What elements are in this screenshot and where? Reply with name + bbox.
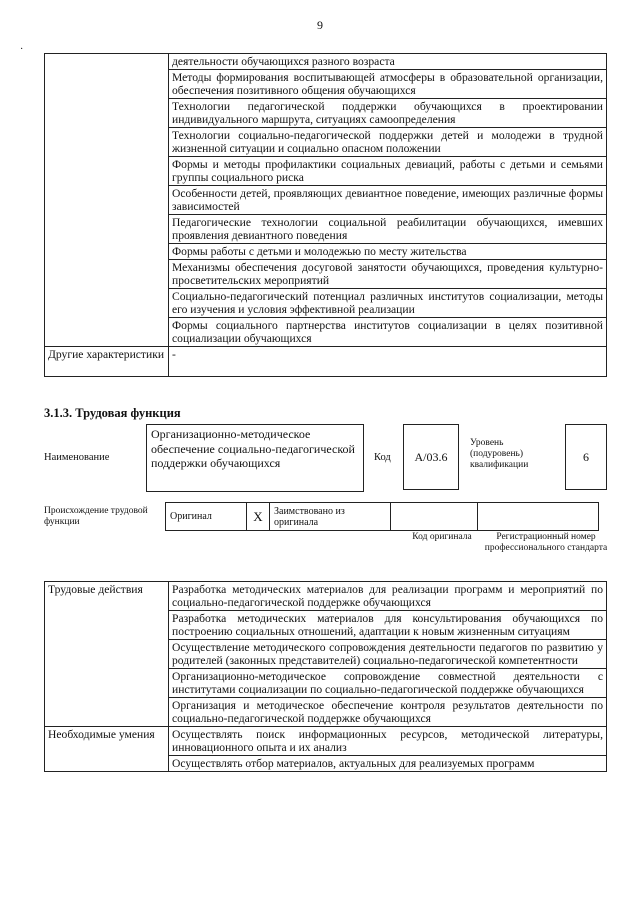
page-number: 9 <box>317 18 323 32</box>
other-characteristics-label: Другие характеристики <box>45 347 169 377</box>
table-row: Особенности детей, проявляющих девиантное поведение, имеющих различные формы зависимостей <box>169 186 607 215</box>
labor-actions-label: Трудовые действия <box>45 582 169 727</box>
skills-label: Необходимые умения <box>45 727 169 772</box>
level-value-box: 6 <box>565 424 607 490</box>
reg-number-caption: Регистрационный номер профессионального стандарта <box>484 532 608 553</box>
knowledge-table <box>44 53 607 377</box>
original-mark: X <box>247 503 270 531</box>
table-row: Разработка методических материалов для реализации программ и мероприятий по социально-педагогической поддержке обучающихся <box>169 582 607 611</box>
code-label: Код <box>374 452 391 463</box>
table-row: деятельности обучающихся разного возраста <box>169 54 607 70</box>
table-row: Педагогические технологии социальной реабилитации обучающихся, имевших проявления девиантного поведения <box>169 215 607 244</box>
name-label: Наименование <box>44 452 110 463</box>
table-row: Методы формирования воспитывающей атмосферы в образовательной организации, обеспечения позитивного общения обучающихся <box>169 70 607 99</box>
origin-table <box>165 502 599 531</box>
table-row: Технологии социально-педагогической поддержки детей и молодежи в трудной жизненной ситуации и социально опасном положении <box>169 128 607 157</box>
margin-mark: · <box>20 44 24 55</box>
table-row: Формы работы с детьми и молодежью по месту жительства <box>169 244 607 260</box>
original-code-caption: Код оригинала <box>412 532 472 542</box>
borrowed-label: Заимствовано из оригинала <box>270 503 391 531</box>
table-row: Социально-педагогический потенциал различных институтов социализации, методы его изучения и условия эффективной реализации <box>169 289 607 318</box>
function-name-box: Организационно-методическое обеспечение социально-педагогической поддержки обучающихся <box>146 424 364 492</box>
origin-label: Происхождение трудовой функции <box>44 506 148 527</box>
table-row: Формы и методы профилактики социальных девиаций, работы с детьми и семьями группы социального риска <box>169 157 607 186</box>
table-row: Осуществлять поиск информационных ресурсов, методической литературы, инновационного опыта и их анализ <box>169 727 607 756</box>
table-row: Организационно-методическое сопровождение совместной деятельности с институтами социализации по социально-педагогической поддержке обучающихся <box>169 669 607 698</box>
code-value-box: A/03.6 <box>403 424 459 490</box>
table-row: Осуществление методического сопровождения деятельности педагогов по развитию у родителей (законных представителей) социально-педагогической компетентности <box>169 640 607 669</box>
table-row: Формы социального партнерства институтов социализации в целях позитивной социализации обучающихся <box>169 318 607 347</box>
table-row: Технологии педагогической поддержки обучающихся в проектировании индивидуального маршрута, ситуациях самоопределения <box>169 99 607 128</box>
reg-number-cell <box>478 503 599 531</box>
table-row: Осуществлять отбор материалов, актуальных для реализуемых программ <box>169 756 607 772</box>
other-characteristics-value: - <box>169 347 607 377</box>
original-code-cell <box>391 503 478 531</box>
original-label: Оригинал <box>166 503 247 531</box>
section-title: 3.1.3. Трудовая функция <box>44 406 181 420</box>
table-row: Разработка методических материалов для консультирования обучающихся по построению социальных отношений, адаптации к новым жизненным ситуациям <box>169 611 607 640</box>
table-row: Организация и методическое обеспечение контроля результатов деятельности по социально-педагогической поддержке обучающихся <box>169 698 607 727</box>
table-row: Механизмы обеспечения досуговой занятости обучающихся, проведения культурно-просветительских мероприятий <box>169 260 607 289</box>
labor-function-table <box>44 581 607 772</box>
empty-label-cell <box>45 54 169 347</box>
level-label: Уровень (подуровень) квалификации <box>470 438 529 470</box>
